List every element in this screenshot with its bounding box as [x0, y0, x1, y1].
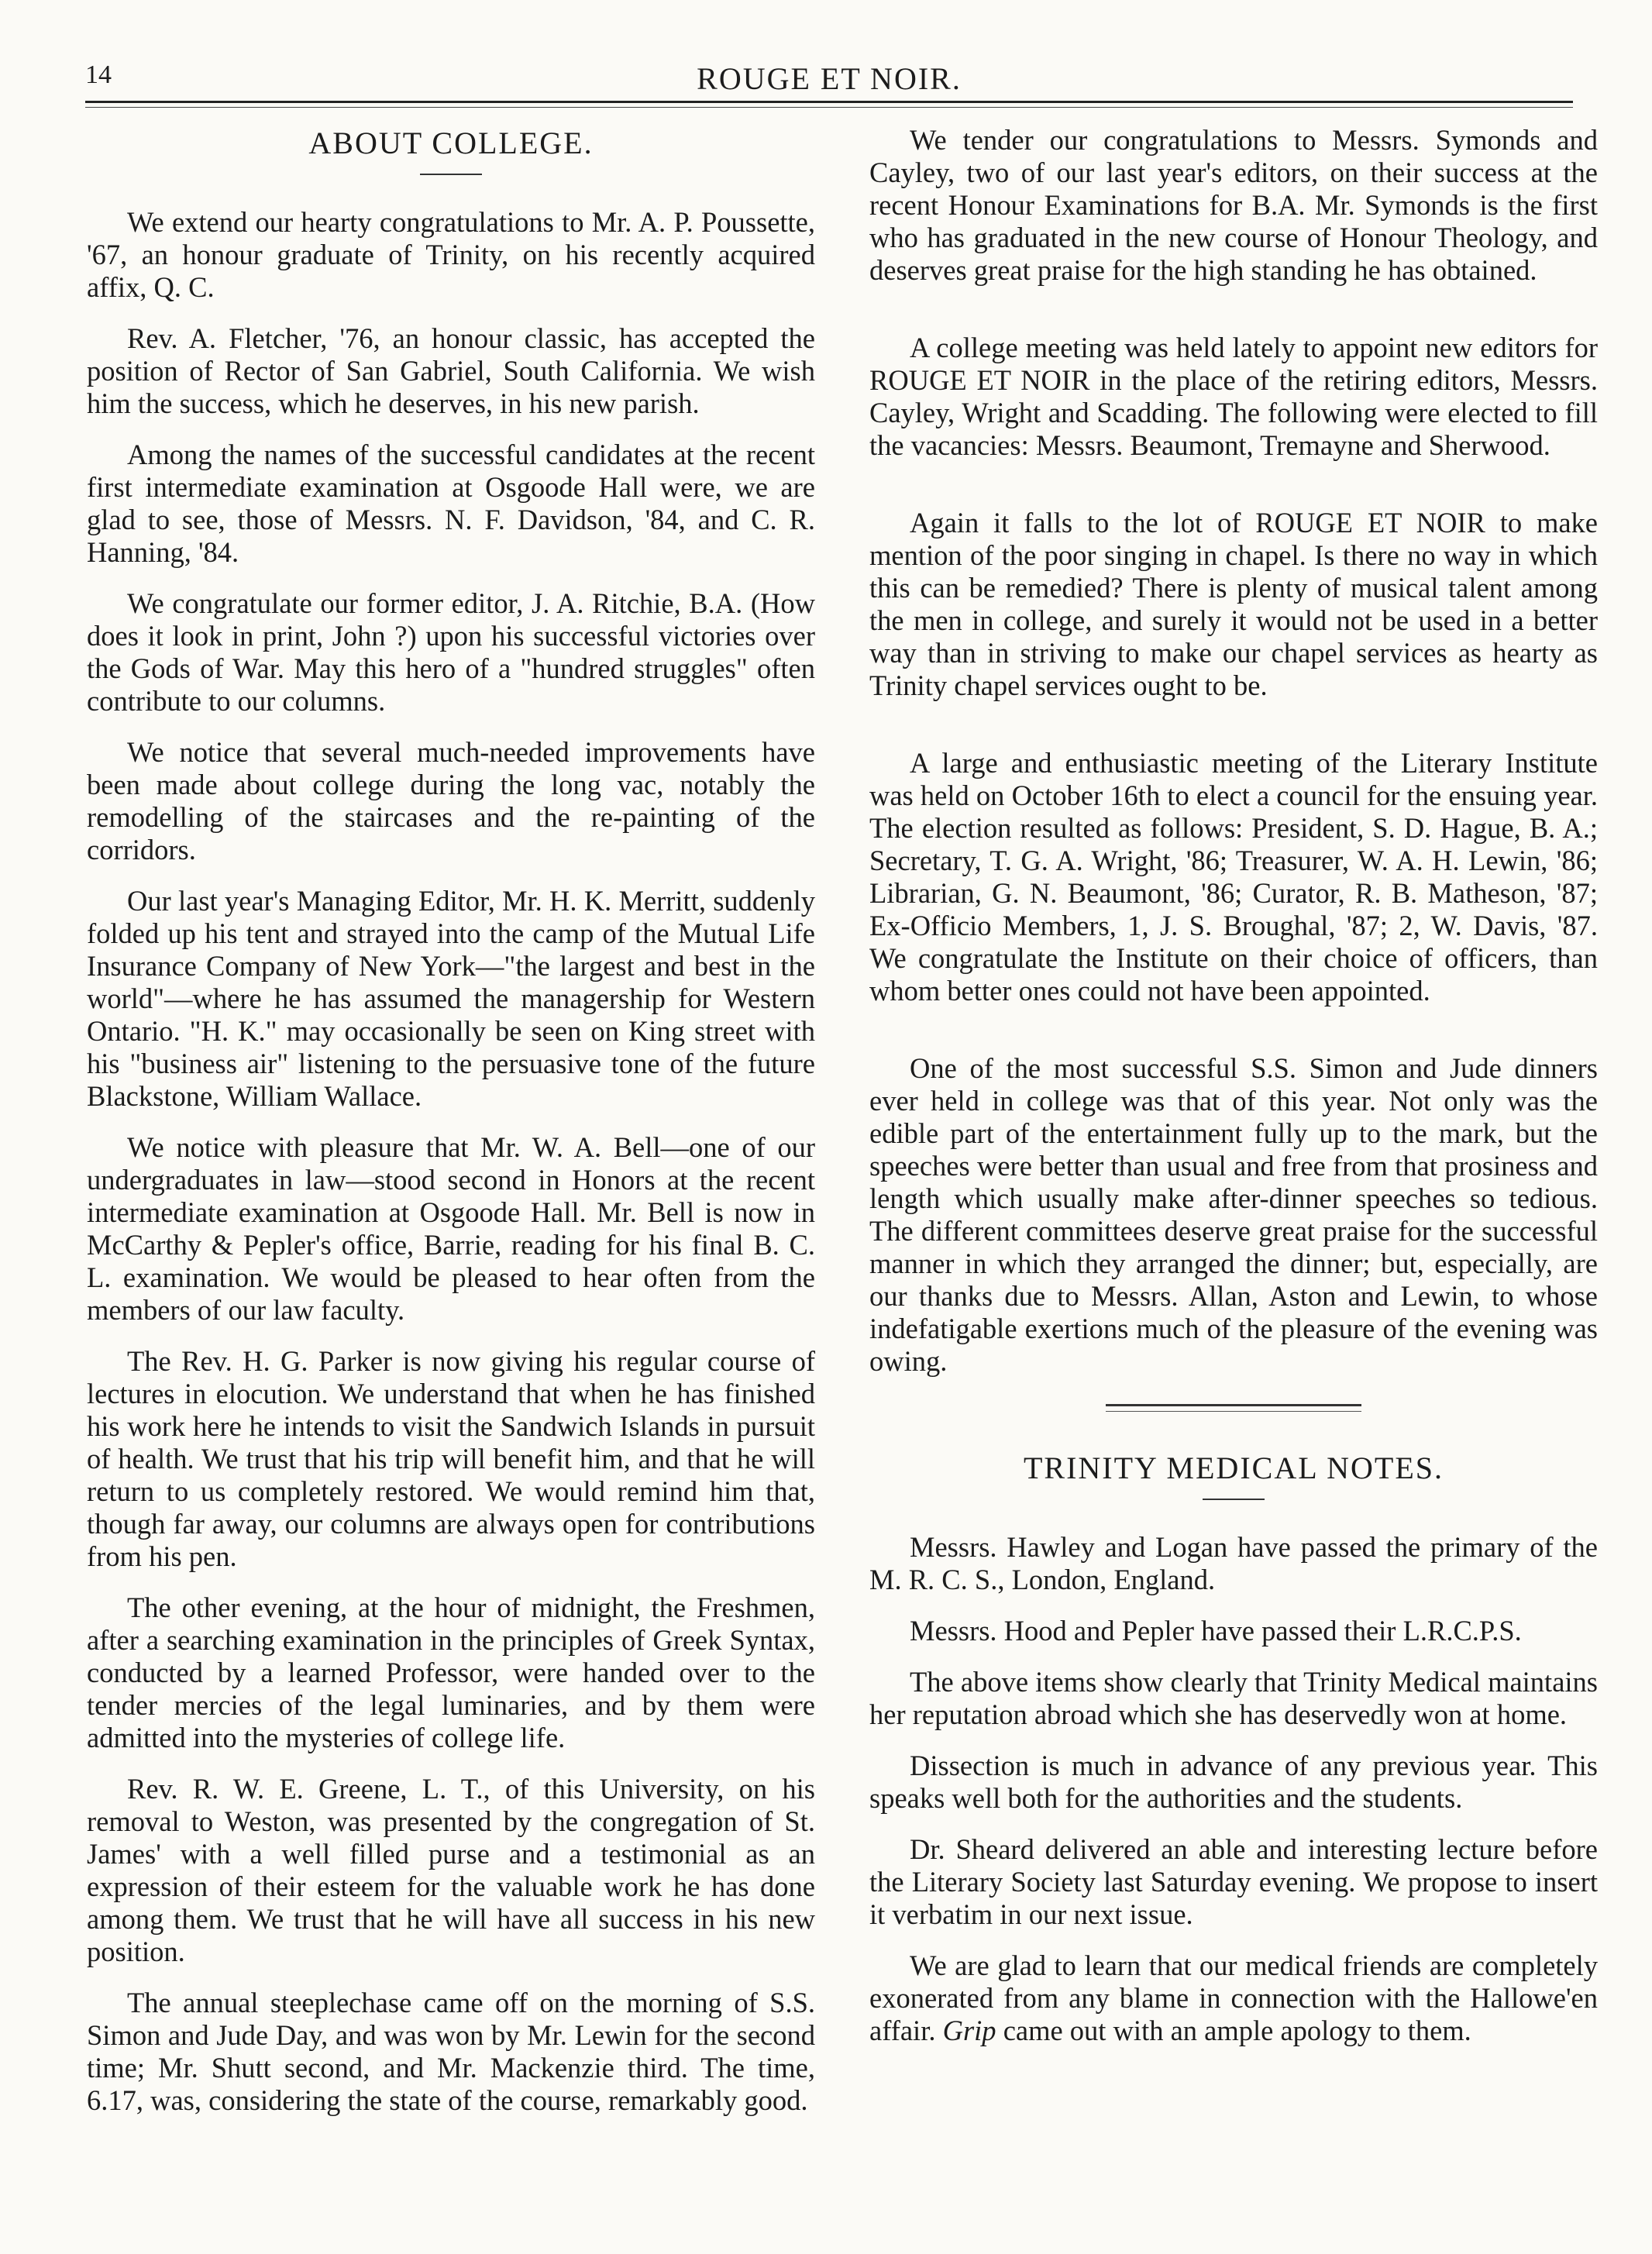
paragraph: The annual steeplechase came off on the morning of S.S. Simon and Jude Day, and was won by Mr. Lewin for the second time; Mr. Shutt second, and Mr. Mackenzie third. The time, 6.17, was, considering the state of the course, remarkably good. — [87, 1987, 815, 2116]
header-rule — [85, 101, 1573, 103]
paragraph: Rev. A. Fletcher, '76, an honour classic, has accepted the position of Rector of San Gabriel, South California. We wish him the success, which he deserves, in his new parish. — [87, 322, 815, 419]
paragraph: Messrs. Hood and Pepler have passed their L.R.C.P.S. — [910, 1615, 1522, 1647]
spacer — [869, 721, 1598, 747]
paragraph: Our last year's Managing Editor, Mr. H. K. Merritt, suddenly folded up his tent and strayed into the camp of the Mutual Life Insurance Company of New York—"the largest and best in the world"—where he has assumed the managership for Western Ontario. "H. K." may occasionally be seen on King street with his "business air" listening to the persuasive tone of the future Blackstone, William Wallace. — [87, 885, 815, 1112]
spacer — [869, 305, 1598, 332]
paragraph: We extend our hearty congratulations to Mr. A. P. Poussette, '67, an honour graduate of Trinity, on his recently acquired affix, Q. C. — [87, 206, 815, 303]
paragraph: Again it falls to the lot of ROUGE ET NOIR to make mention of the poor singing in chapel. Is there no way in which this can be remedied? There is plenty of musical talent among the men in college, and surely it would not be used in a better way than in striving to make our chapel services as hearty as Trinity chapel services ought to be. — [869, 507, 1598, 701]
paragraph: We notice that several much-needed improvements have been made about college during the long vac, notably the remodelling of the staircases and the re-painting of the corridors. — [87, 736, 815, 865]
spacer — [869, 480, 1598, 507]
section-divider — [1106, 1404, 1361, 1412]
paragraph: A large and enthusiastic meeting of the Literary Institute was held on October 16th to elect a council for the ensuing year. The election resulted as follows: President, S. D. Hague, B. A.; Secretary, T. G. A. Wright, '86; Treasurer, W. A. H. Lewin, '86; Librarian, G. N. Beaumont, '86; Curator, R. B. Matheson, '87; Ex-Officio Members, 1, J. S. Broughal, '87; 2, W. Davis, '87. We congratulate the Institute on their choice of officers, than whom better ones could not have been appointed. — [869, 747, 1598, 1007]
header-rule-thin — [85, 107, 1573, 108]
section-heading-medical-notes: TRINITY MEDICAL NOTES. — [1023, 1450, 1444, 1485]
right-column — [869, 124, 1598, 2066]
page-number: 14 — [85, 60, 112, 89]
paragraph: A college meeting was held lately to appoint new editors for ROUGE ET NOIR in the place of the retiring editors, Messrs. Cayley, Wright and Scadding. The following were elected to fill the vacancies: Messrs. Beaumont, Tremayne and Sherwood. — [869, 332, 1598, 461]
left-column — [87, 124, 815, 2135]
paragraph: We congratulate our former editor, J. A. Ritchie, B.A. (How does it look in print, John ?) upon his successful victories over the Gods of War. May this hero of a "hundred struggles" often contribute to our columns. — [87, 587, 815, 717]
text-run: We are glad to learn that our medical friends are completely exonerated from any blame in connection with the Hallowe'en affair. — [869, 1949, 1598, 2046]
italic-title: Grip — [942, 2015, 996, 2046]
paragraph: Dissection is much in advance of any previous year. This speaks well both for the authorities and the students. — [869, 1750, 1598, 1814]
paragraph: One of the most successful S.S. Simon and Jude dinners ever held in college was that of this year. Not only was the edible part of the entertainment fully up to the mark, but the speeches were better than usual and free from that prosiness and length which usually make after-dinner speeches so tedious. The different committees deserve great praise for the successful manner in which they arranged the dinner; but, especially, are our thanks due to Messrs. Allan, Aston and Lewin, to whose indefatigable exertions much of the pleasure of the evening was owing. — [869, 1052, 1598, 1377]
paragraph-last — [869, 1949, 1598, 2047]
running-title: ROUGE ET NOIR. — [697, 61, 962, 96]
paragraph: Among the names of the successful candidates at the recent first intermediate examination at Osgoode Hall were, we are glad to see, those of Messrs. N. F. Davidson, '84, and C. R. Hanning, '84. — [87, 439, 815, 568]
paragraph: We notice with pleasure that Mr. W. A. Bell—one of our undergraduates in law—stood second in Honors at the recent intermediate examination at Osgoode Hall. Mr. Bell is now in McCarthy & Pepler's office, Barrie, reading for his final B. C. L. examination. We would be pleased to hear often from the members of our law faculty. — [87, 1131, 815, 1326]
paragraph: We tender our congratulations to Messrs. Symonds and Cayley, two of our last year's editors, on their success at the recent Honour Examinations for B.A. Mr. Symonds is the first who has graduated in the new course of Honour Theology, and deserves great praise for the high standing he has obtained. — [869, 124, 1598, 286]
paragraph: Dr. Sheard delivered an able and interesting lecture before the Literary Society last Saturday evening. We propose to insert it verbatim in our next issue. — [869, 1833, 1598, 1930]
heading-rule — [1203, 1499, 1265, 1500]
heading-rule — [420, 174, 482, 175]
running-header — [85, 60, 1573, 99]
section-heading-about-college: ABOUT COLLEGE. — [308, 126, 594, 160]
paragraph: The Rev. H. G. Parker is now giving his regular course of lectures in elocution. We understand that when he has finished his work here he intends to visit the Sandwich Islands in pursuit of health. We trust that his trip will benefit him, and that he will return to us completely restored. We would remind him that, though far away, our columns are always open for contributions from his pen. — [87, 1345, 815, 1572]
spacer — [869, 1026, 1598, 1052]
paragraph: The other evening, at the hour of midnight, the Freshmen, after a searching examination in the principles of Greek Syntax, conducted by a learned Professor, were handed over to the tender mercies of the legal luminaries, and by them were admitted into the mysteries of college life. — [87, 1592, 815, 1753]
paragraph: The above items show clearly that Trinity Medical maintains her reputation abroad which she has deservedly won at home. — [869, 1666, 1598, 1730]
paragraph: Messrs. Hawley and Logan have passed the primary of the M. R. C. S., London, England. — [869, 1531, 1598, 1595]
text-run: came out with an ample apology to them. — [1003, 2015, 1471, 2046]
paragraph: Rev. R. W. E. Greene, L. T., of this University, on his removal to Weston, was presented by the congregation of St. James' with a well filled purse and a testimonial as an expression of their esteem for the valuable work he has done among them. We trust that he will have all success in his new position. — [87, 1773, 815, 1967]
